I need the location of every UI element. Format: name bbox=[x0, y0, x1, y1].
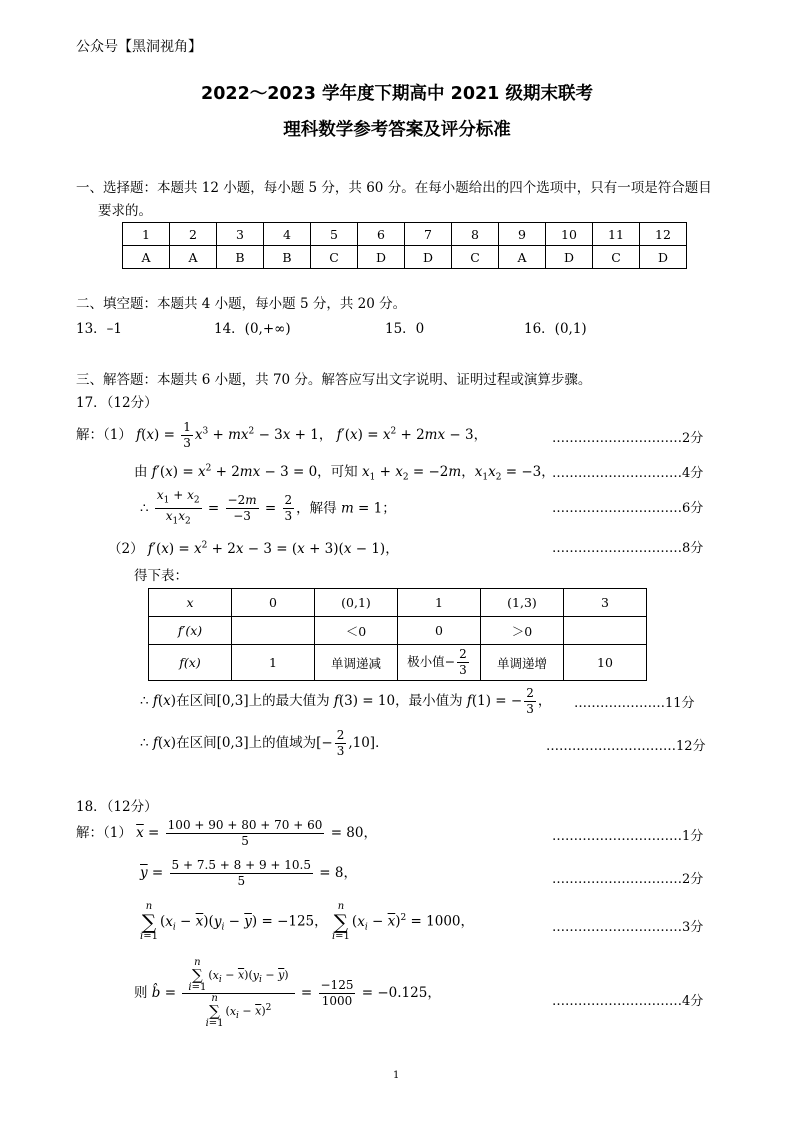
q17-th-4: (1,3) bbox=[481, 589, 564, 617]
q17-th-1: 0 bbox=[232, 589, 315, 617]
q17-r2-5: 10 bbox=[564, 645, 647, 681]
question-number-cell: 10 bbox=[546, 223, 593, 246]
q17-you: 由 bbox=[134, 464, 148, 480]
question-number-cell: 11 bbox=[593, 223, 640, 246]
question-number-cell: 6 bbox=[358, 223, 405, 246]
q17-label: 17．（12分） bbox=[76, 395, 158, 411]
q17-table-deriv-row bbox=[149, 617, 647, 645]
question-number-cell: 5 bbox=[311, 223, 358, 246]
q17-kezhi: ，可知 bbox=[317, 464, 358, 480]
answer-15: 15．0 bbox=[385, 321, 425, 337]
q17-table-header-row bbox=[149, 589, 647, 617]
q18-bhat: 则 b̂ = n ∑ $i=1(x_i - \overline{x})(y_i - \overline{y})$ n ∑ $i=1(x_i - \overline{x})^2$ = $\frac{-125}{1000}$ = −0.125， bbox=[134, 957, 441, 1029]
q17-r1-5 bbox=[564, 617, 647, 645]
q17-step1: 解：（1） f(x) = $\frac{1}{3}$ $x^3 + mx^2 - 3x + 1$， $f'(x) = x^2 + 2mx - 3$， bbox=[76, 420, 488, 450]
q17-th-5: 3 bbox=[564, 589, 647, 617]
q17-table-intro: 得下表： bbox=[134, 568, 188, 584]
q17-step4: （2） $f'(x) = x^2 + 2x - 3 = (x + 3)(x - 1)$， bbox=[108, 540, 399, 557]
answer-16: 16．(0,1) bbox=[524, 321, 587, 337]
bhat-result: = −0.125， bbox=[361, 985, 441, 1001]
answer-cell: D bbox=[546, 246, 593, 269]
answer-table-number-row bbox=[123, 223, 687, 246]
q18-sums: n ∑ $i=1(x_i - \overline{x})(y_i - \overline{y}) = -125$， n ∑ $i=1(x_i - \overline{x})^2 = 1000$， bbox=[140, 901, 475, 942]
q18-score-1: …………………………1分 bbox=[552, 829, 704, 844]
part2-heading: 二、填空题：本题共 4 小题，每小题 5 分，共 20 分。 bbox=[76, 296, 407, 312]
xbar-result: = 80， bbox=[330, 825, 377, 841]
q17-jie: 解：（1） bbox=[76, 427, 132, 443]
q18-score-4: …………………………4分 bbox=[552, 994, 704, 1009]
question-number-cell: 2 bbox=[170, 223, 217, 246]
bhat-denominator: 1000 bbox=[321, 994, 353, 1008]
answer-cell: B bbox=[264, 246, 311, 269]
q17-r1-1 bbox=[232, 617, 315, 645]
answer-table bbox=[122, 222, 687, 269]
bhat-numerator: −125 bbox=[320, 978, 354, 992]
q17-score-6: …………………………12分 bbox=[546, 739, 706, 754]
q17-r1-0: f′(x) bbox=[149, 617, 232, 645]
q17-score-5: …………………11分 bbox=[574, 696, 695, 711]
q17-step6: ∴ f(x)在区间[0,3]上的值域为[− $\frac{2}{3}$ ,10]． bbox=[140, 728, 389, 758]
q17-comma-2: ， bbox=[541, 464, 555, 480]
q17-part2-label: （2） bbox=[108, 541, 144, 557]
page-subtitle: 理科数学参考答案及评分标准 bbox=[283, 120, 511, 140]
answer-cell: B bbox=[217, 246, 264, 269]
q17-th-2: (0,1) bbox=[315, 589, 398, 617]
q18-jie: 解：（1） bbox=[76, 825, 132, 841]
question-number-cell: 7 bbox=[405, 223, 452, 246]
answer-cell: C bbox=[593, 246, 640, 269]
q17-range-text: 在区间[0,3]上的值域为 bbox=[176, 735, 317, 751]
answer-14: 14．(0,+∞) bbox=[214, 321, 291, 337]
xbar-numerator: 100 + 90 + 80 + 70 + 60 bbox=[167, 818, 323, 832]
part3-heading: 三、解答题：本题共 6 小题，共 70 分。解答应写出文字说明、证明过程或演算步骤。 bbox=[76, 372, 592, 388]
q17-r1-2: ＜0 bbox=[315, 617, 398, 645]
answer-cell: A bbox=[123, 246, 170, 269]
answer-cell: D bbox=[405, 246, 452, 269]
q17-max-text: 在区间[0,3]上的最大值为 bbox=[176, 693, 330, 709]
watermark: 公众号【黑洞视角】 bbox=[76, 39, 202, 55]
q17-table-func-row bbox=[149, 645, 647, 681]
answer-cell: A bbox=[499, 246, 546, 269]
q17-comma: ， bbox=[473, 427, 488, 443]
q18-xbar: 解：（1） $\overline{x}$ = $\frac{100 + 90 + 80 + 70 + 60}{5}$ = 80， bbox=[76, 818, 377, 848]
ybar-numerator: 5 + 7.5 + 8 + 9 + 10.5 bbox=[171, 858, 311, 872]
q17-r2-4: 单调递增 bbox=[481, 645, 564, 681]
q18-label: 18．（12分） bbox=[76, 799, 158, 815]
q17-r2-0: f(x) bbox=[149, 645, 232, 681]
q17-r2-3: 极小值− $\frac{2}{3}$ bbox=[398, 645, 481, 681]
xbar-denominator: 5 bbox=[241, 834, 249, 848]
q17-r1-3: 0 bbox=[398, 617, 481, 645]
q17-step3: ∴ $\frac{x_1 + x_2}{x_1x_2}$ = $\frac{-2m}{-3}$ = $\frac{2}{3}$ ，解得 m = 1； bbox=[140, 488, 396, 527]
q17-min-text: ，最小值为 bbox=[395, 693, 463, 709]
part1-heading: 一、选择题：本题共 12 小题，每小题 5 分，共 60 分。在每小题给出的四个选项中，只有一项是符合题目 bbox=[76, 180, 712, 196]
question-number-cell: 8 bbox=[452, 223, 499, 246]
q17-r2-1: 1 bbox=[232, 645, 315, 681]
answer-cell: D bbox=[358, 246, 405, 269]
q17-th-3: 1 bbox=[398, 589, 481, 617]
question-number-cell: 9 bbox=[499, 223, 546, 246]
sum-xy-result: = −125， bbox=[261, 913, 328, 930]
q17-step5: ∴ f(x)在区间[0,3]上的最大值为 f(3) = 10，最小值为 f(1) = − $\frac{2}{3}$ ， bbox=[140, 686, 552, 716]
local-min-label: 极小值 bbox=[407, 654, 445, 669]
q18-score-2: …………………………2分 bbox=[552, 872, 704, 887]
question-number-cell: 1 bbox=[123, 223, 170, 246]
q17-score-2: …………………………4分 bbox=[552, 466, 704, 481]
q17-score-3: …………………………6分 bbox=[552, 501, 704, 516]
local-min-den: 3 bbox=[459, 663, 467, 677]
local-min-num: 2 bbox=[459, 647, 467, 661]
answer-cell: A bbox=[170, 246, 217, 269]
answer-cell: D bbox=[640, 246, 687, 269]
therefore-symbol: ∴ bbox=[140, 693, 149, 709]
q17-jiede: ，解得 bbox=[296, 500, 337, 517]
q18-ybar: $\overline{y}$ = $\frac{5 + 7.5 + 8 + 9 + 10.5}{5}$ = 8， bbox=[140, 858, 357, 888]
answer-table-answer-row bbox=[123, 246, 687, 269]
part1-heading-cont: 要求的。 bbox=[98, 203, 152, 219]
answer-cell: C bbox=[311, 246, 358, 269]
q17-score-4: …………………………8分 bbox=[552, 541, 704, 556]
ybar-result: = 8， bbox=[319, 865, 357, 881]
sum-xx-result: = 1000， bbox=[410, 913, 475, 930]
therefore-symbol: ∴ bbox=[140, 735, 149, 751]
answer-13: 13．–1 bbox=[76, 321, 123, 337]
q17-score-1: …………………………2分 bbox=[552, 431, 704, 446]
q18-ze: 则 bbox=[134, 985, 148, 1001]
q17-step2: 由 $f'(x) = x^2 + 2mx - 3 = 0$，可知 $x_1 + x_2 = -2m$，$x_1x_2 = -3$， bbox=[134, 463, 555, 483]
ybar-denominator: 5 bbox=[237, 874, 246, 888]
question-number-cell: 3 bbox=[217, 223, 264, 246]
answer-cell: C bbox=[452, 246, 499, 269]
page-number: 1 bbox=[393, 1070, 400, 1081]
therefore-symbol: ∴ bbox=[140, 500, 149, 517]
q17-variation-table bbox=[148, 588, 647, 681]
question-number-cell: 12 bbox=[640, 223, 687, 246]
q17-th-0: x bbox=[149, 589, 232, 617]
q17-r1-4: ＞0 bbox=[481, 617, 564, 645]
q17-r2-2: 单调递减 bbox=[315, 645, 398, 681]
q18-score-3: …………………………3分 bbox=[552, 920, 704, 935]
question-number-cell: 4 bbox=[264, 223, 311, 246]
page-title: 2022～2023 学年度下期高中 2021 级期末联考 bbox=[201, 84, 593, 104]
